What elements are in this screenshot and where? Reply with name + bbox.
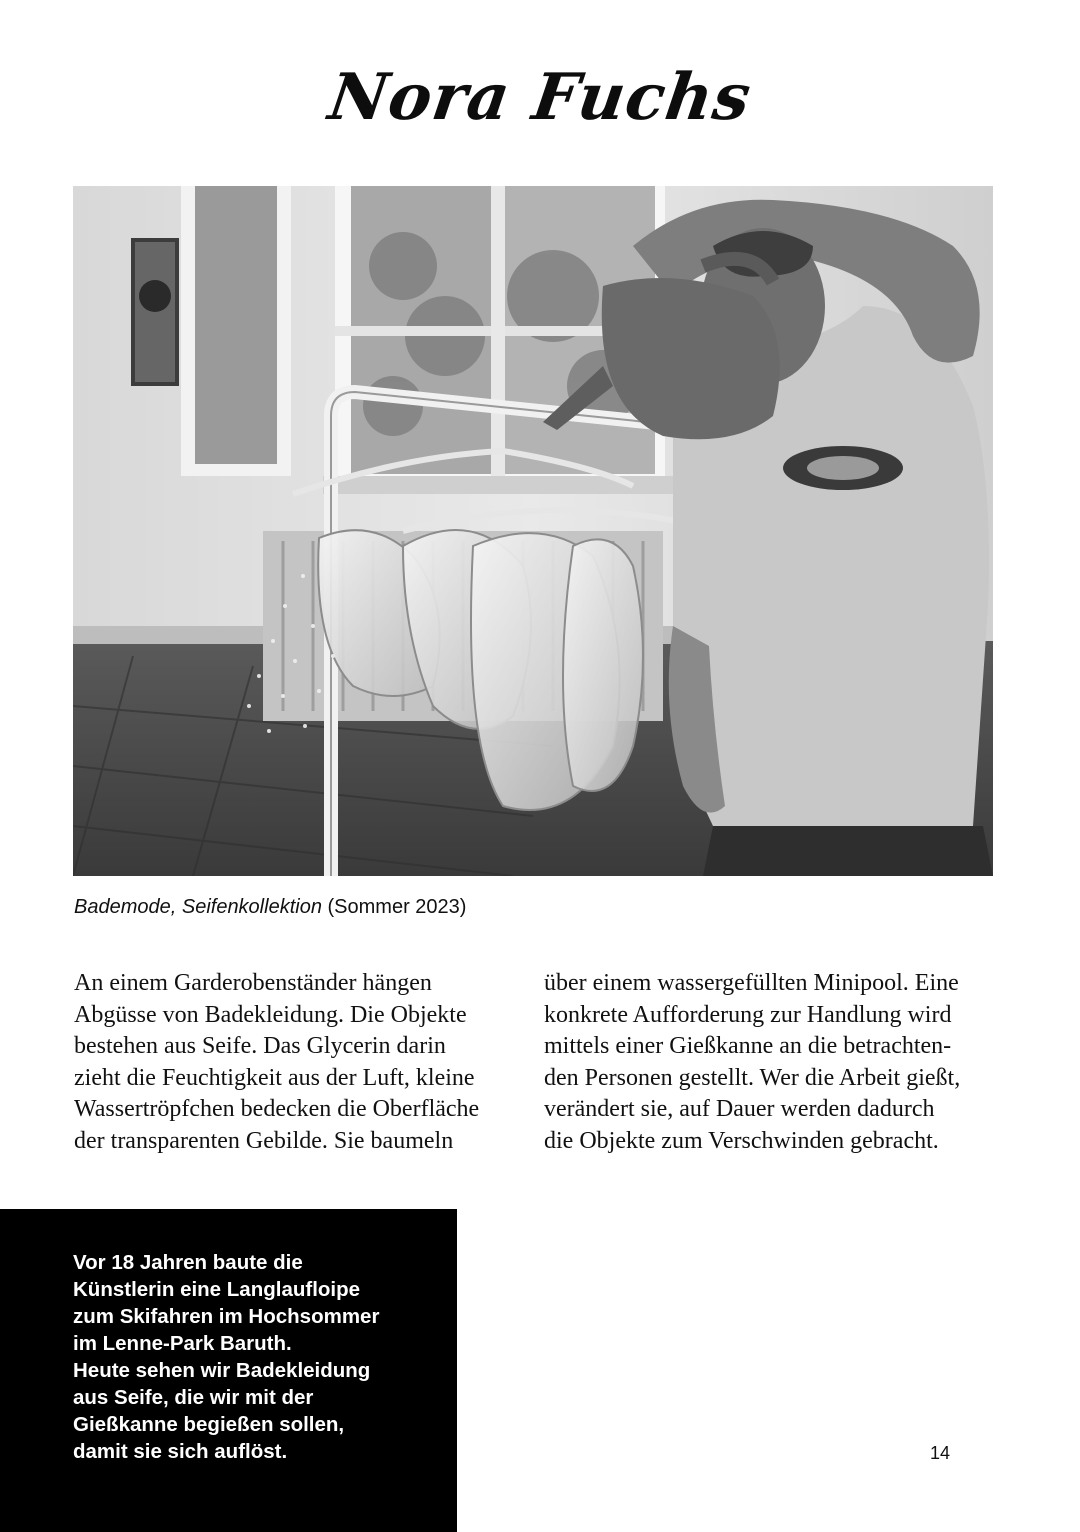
body-line: die Objekte zum Verschwinden gebracht.	[544, 1127, 939, 1154]
body-line: verändert sie, auf Dauer werden dadurch	[544, 1096, 935, 1122]
highlight-line: Gießkanne begießen sollen,	[73, 1413, 345, 1436]
highlight-line: Heute sehen wir Badekleidung	[73, 1359, 371, 1382]
highlight-line: Vor 18 Jahren baute die	[73, 1251, 303, 1274]
highlight-line: aus Seife, die wir mit der	[73, 1386, 314, 1409]
body-line: zieht die Feuchtigkeit aus der Luft, kleine	[74, 1064, 475, 1091]
highlight-line: zum Skifahren im Hochsommer	[73, 1305, 380, 1328]
body-line: mittels einer Gießkanne an die betrachten-	[544, 1033, 952, 1059]
body-line: der transparenten Gebilde. Sie baumeln	[74, 1127, 454, 1154]
photograph-icon	[73, 186, 993, 876]
caption-date: (Sommer 2023)	[327, 896, 467, 918]
artist-name-heading: Nora Fuchs	[324, 60, 756, 135]
highlight-box-text	[73, 1249, 443, 1465]
caption-work-title: Bademode, Seifenkollektion	[74, 896, 322, 918]
body-line: Wassertröpfchen bedecken die Oberfläche	[74, 1096, 480, 1122]
artwork-photo	[73, 186, 993, 876]
body-paragraph-left	[74, 968, 514, 1157]
body-text-left-column	[74, 968, 514, 1157]
body-line: An einem Garderobenständer hängen	[74, 970, 432, 996]
body-line: über einem wassergefüllten Minipool. Eine	[544, 970, 959, 996]
body-text-right-column	[544, 968, 984, 1157]
body-line: bestehen aus Seife. Das Glycerin darin	[74, 1033, 446, 1059]
body-line: Abgüsse von Badekleidung. Die Objekte	[74, 1001, 467, 1028]
page-number: 14	[929, 1443, 951, 1463]
photo-caption	[74, 894, 466, 920]
highlight-line: damit sie sich auflöst.	[73, 1440, 288, 1463]
body-line: den Personen gestellt. Wer die Arbeit gießt,	[544, 1064, 961, 1091]
highlight-line: im Lenne-Park Baruth.	[73, 1332, 292, 1355]
highlight-line: Künstlerin eine Langlaufloipe	[73, 1278, 361, 1301]
body-paragraph-right	[544, 968, 984, 1157]
body-line: konkrete Aufforderung zur Handlung wird	[544, 1001, 952, 1028]
